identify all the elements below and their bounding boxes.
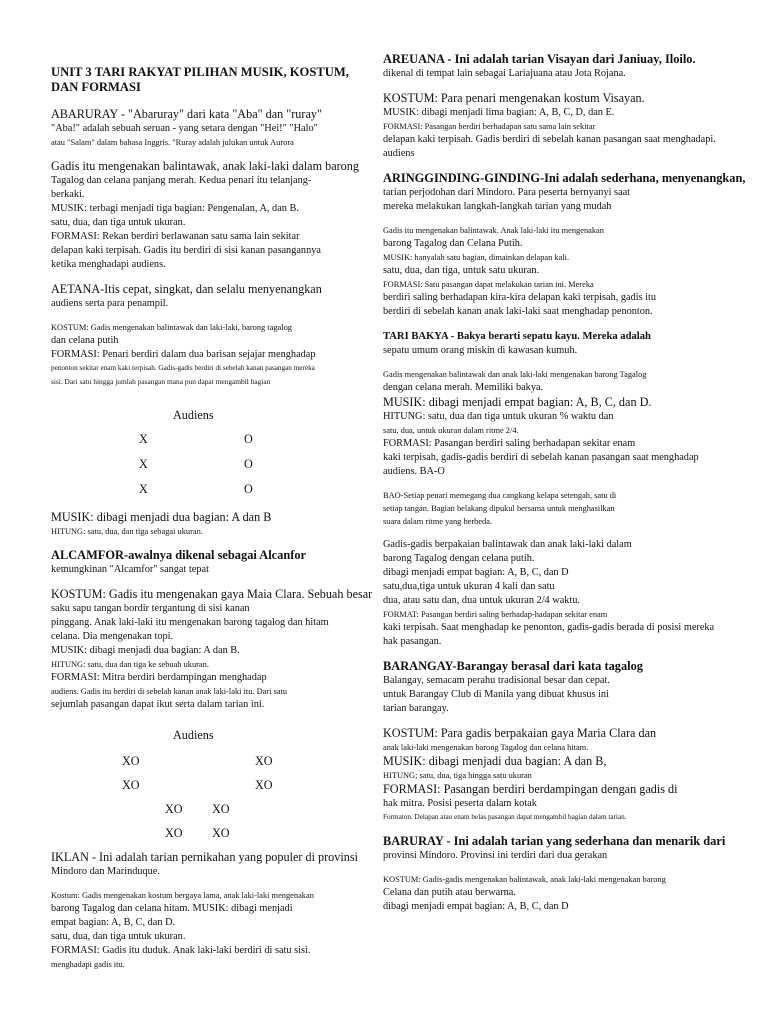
text-line: HITUNG; satu, dua, tiga hingga satu ukuran — [383, 771, 532, 780]
diagram-mark: O — [244, 482, 253, 497]
bao-intro — [383, 489, 765, 528]
areuana-body — [383, 91, 765, 161]
aetana-music — [51, 510, 369, 538]
text-line: MUSIK: dibagi menjadi dua bagian: A dan B. — [51, 645, 240, 657]
text-line: KOSTUM: Gadis-gadis mengenakan balintawak, anak laki-laki mengenakan barong — [383, 875, 666, 884]
text-line: dengan celana merah. Memiliki bakya. — [383, 382, 544, 393]
bakya-body — [383, 368, 765, 479]
text-line: saku sapu tangan bordir tergantung di sisi kanan — [51, 603, 250, 615]
text-line: barong Tagalog dan celana hitam. MUSIK: dibagi menjadi — [51, 903, 293, 915]
text-line: Gadis mengenakan balintawak dan anak laki-laki mengenakan barong Tagalog — [383, 370, 647, 379]
aetana-body — [51, 321, 369, 388]
text-line: KOSTUM: Gadis mengenakan balintawak dan laki-laki, barong tagalog — [51, 323, 292, 333]
text-line: tarian barangay. — [383, 703, 449, 714]
text-line: sepatu umum orang miskin di kawasan kumuh. — [383, 345, 578, 356]
abaruray-body — [51, 159, 369, 272]
text-line: KOSTUM: Para gadis berpakaian gaya Maria Clara dan — [383, 726, 657, 740]
text-line: satu, dua, untuk ukuran dalam ritme 2/4. — [383, 426, 519, 435]
baruray-body — [383, 873, 765, 914]
alcamfor-intro — [51, 548, 369, 577]
alcamfor-body — [51, 587, 373, 712]
baruray-intro — [383, 834, 765, 863]
text-line: kaki terpisah. Saat menghadap ke penonton, gadis-gadis berada di posisi mereka — [383, 622, 715, 633]
text-line: penonton sekitar enam kaki terpisah. Gadis-gadis berdiri di sebelah kanan pasangan mereka — [51, 364, 315, 373]
barangay-intro — [383, 659, 765, 716]
text-line: MUSIK: dibagi menjadi dua bagian: A dan B — [51, 510, 272, 525]
text-line: kemungkinan "Alcamfor" sangat tepat — [51, 564, 209, 576]
text-line: MUSIK: dibagi menjadi dua bagian: A dan B, — [383, 754, 607, 768]
areuana-heading: AREUANA - Ini adalah tarian Visayan dari Janiuay, Iloilo. — [383, 52, 696, 66]
text-line: satu,dua,tiga untuk ukuran 4 kali dan satu — [383, 581, 555, 592]
formation-diagram-1 — [51, 398, 369, 497]
diagram-mark: XO — [212, 802, 230, 817]
text-line: FORMASI: Pasangan berdiri berdampingan dengan gadis di — [383, 782, 678, 796]
text-line: provinsi Mindoro. Provinsi ini terdiri dari dua gerakan — [383, 850, 608, 861]
text-line: dibagi menjadi empat bagian: A, B, C, dan D — [383, 901, 569, 912]
text-line: KOSTUM: Para penari mengenakan kostum Visayan. — [383, 91, 645, 105]
text-line: FORMAT: Pasangan berdiri saling berhadap-hadapan sekitar enam — [383, 610, 608, 619]
text-line: FORMASI: Satu pasangan dapat melakukan tarian ini. Mereka — [383, 280, 594, 289]
text-line: MUSIK: dibagi menjadi empat bagian: A, B, C, dan D. — [383, 395, 652, 409]
bao-body — [383, 538, 765, 649]
diagram-mark: X — [139, 432, 148, 447]
text-line: FORMASI: Penari berdiri dalam dua barisan sejajar menghadap — [51, 349, 316, 361]
text-line: Celana dan putih atau berwarna. — [383, 887, 516, 898]
diagram-mark: XO — [255, 778, 273, 793]
diagram-label: Audiens — [173, 728, 214, 743]
text-line: MUSIK: hanyalah satu bagian, dimainkan delapan kali. — [383, 253, 570, 262]
text-line: berdiri saling berhadapan kira-kira delapan kaki terpisah, gadis itu — [383, 292, 657, 303]
abaruray-intro — [51, 107, 369, 149]
text-line: satu, dua, dan tiga untuk ukuran. — [51, 931, 186, 943]
text-line: AETANA-Itis cepat, singkat, dan selalu menyenangkan — [51, 282, 322, 297]
text-line: pinggang. Anak laki-laki itu mengenakan barong tagalog dan hitam — [51, 617, 329, 629]
text-line: tarian perjodohan dari Mindoro. Para peserta bernyanyi saat — [383, 187, 631, 198]
left-column — [51, 52, 373, 981]
diagram-mark: O — [244, 457, 253, 472]
text-line: dua, atau satu dan, dua untuk ukuran 2/4 waktu. — [383, 595, 581, 606]
text-line: suara dalam ritme yang berbeda. — [383, 517, 493, 526]
text-line: HITUNG: satu, dua dan tiga ke sebuah ukuran. — [51, 660, 209, 670]
text-line: KOSTUM: Gadis itu mengenakan gaya Maia Clara. Sebuah besar — [51, 587, 373, 602]
diagram-mark: XO — [255, 754, 273, 769]
text-line: audiens. BA-O — [383, 466, 445, 477]
aringginding-heading: ARINGGINDING-GINDING-Ini adalah sederhana, menyenangkan, — [383, 171, 746, 185]
text-line: empat bagian: A, B, C, dan D. — [51, 917, 176, 929]
diagram-label: Audiens — [173, 408, 214, 423]
text-line: Mindoro dan Marinduque. — [51, 866, 160, 878]
text-line: dibagi menjadi empat bagian: A, B, C, dan D — [383, 567, 569, 578]
barangay-body — [383, 726, 765, 824]
diagram-mark: XO — [165, 802, 183, 817]
alcamfor-heading: ALCAMFOR-awalnya dikenal sebagai Alcanfor — [51, 548, 307, 563]
abaruray-line-3: atau "Salam" dalam bahasa Inggris. "Ruray adalah julukan untuk Aurora — [51, 138, 294, 148]
text-line: IKLAN - Ini adalah tarian pernikahan yang populer di provinsi — [51, 850, 358, 865]
text-line: Balangay, semacam perahu tradisional besar dan cepat. — [383, 675, 610, 686]
areuana-intro — [383, 52, 765, 81]
iklan-body — [51, 889, 369, 971]
diagram-mark: X — [139, 457, 148, 472]
text-line: satu, dua, dan tiga, untuk satu ukuran. — [383, 265, 540, 276]
text-line: FORMASI: Rekan berdiri berlawanan satu sama lain sekitar — [51, 231, 300, 243]
text-line: HITUNG: satu, dua, dan tiga sebagai ukuran. — [51, 527, 203, 537]
text-line: dan celana putih — [51, 335, 119, 347]
text-line: FORMASI: Gadis itu duduk. Anak laki-laki berdiri di satu sisi. — [51, 945, 311, 957]
text-line: celana. Dia mengenakan topi. — [51, 631, 174, 643]
text-line: setiap tangan. Bagian belakang dipukul bersama untuk menghasilkan — [383, 504, 615, 513]
text-line: MUSIK: dibagi menjadi lima bagian: A, B, C, D, dan E. — [383, 107, 615, 118]
text-line: audiens — [383, 148, 415, 159]
text-line: Gadis-gadis berpakaian balintawak dan anak laki-laki dalam — [383, 539, 632, 550]
text-line: Gadis itu mengenakan balintawak. Anak laki-laki itu mengenakan — [383, 226, 604, 235]
text-line: Gadis itu mengenakan balintawak, anak laki-laki dalam barong — [51, 159, 359, 174]
text-line: delapan kaki terpisah. Gadis berdiri di sebelah kanan pasangan saat menghadapi. — [383, 134, 716, 145]
text-line: Formaton. Delapan atau enam belas pasangan dapat mengambil bagian dalam tarian. — [383, 813, 627, 821]
aetana-intro — [51, 282, 369, 311]
unit-title: UNIT 3 TARI RAKYAT PILIHAN MUSIK, KOSTUM, DAN FORMASI — [51, 64, 349, 94]
text-line: berkaki. — [51, 189, 85, 201]
text-line: delapan kaki terpisah. Gadis itu berdiri di sisi kanan pasangannya — [51, 245, 321, 257]
baruray-heading: BARURAY - Ini adalah tarian yang sederhana dan menarik dari — [383, 834, 726, 848]
text-line: FORMASI: Mitra berdiri berdampingan menghadap — [51, 672, 267, 684]
text-line: menghadapi gadis itu. — [51, 960, 125, 970]
text-line: anak laki-laki mengenakan barong Tagalog dan celana hitam. — [383, 743, 589, 752]
text-line: ketika menghadapi audiens. — [51, 259, 166, 271]
barangay-heading: BARANGAY-Barangay berasal dari kata tagalog — [383, 659, 643, 673]
text-line: FORMASI: Pasangan berdiri berhadapan satu sama lain sekitar — [383, 122, 596, 131]
diagram-mark: XO — [212, 826, 230, 841]
text-line: MUSIK: terbagi menjadi tiga bagian: Pengenalan, A, dan B. — [51, 203, 299, 215]
text-line: HITUNG: satu, dua dan tiga untuk ukuran % waktu dan — [383, 411, 614, 422]
text-line: hak mitra. Posisi peserta dalam kotak — [383, 798, 537, 809]
text-line: sejumlah pasangan dapat ikut serta dalam tarian ini. — [51, 699, 265, 711]
right-column — [383, 52, 765, 924]
aringginding-body — [383, 224, 765, 319]
text-line: untuk Barangay Club di Manila yang dibuat khusus ini — [383, 689, 609, 700]
formation-diagram-2 — [51, 722, 369, 840]
text-line: sisi. Dari satu hingga jumlah pasangan mana pun dapat mengambil bagian — [51, 377, 271, 387]
text-line: satu, dua, dan tiga untuk ukuran. — [51, 217, 186, 229]
text-line: Kostum: Gadis mengenakan kostum bergaya lama, anak laki-laki mengenakan — [51, 891, 314, 901]
text-line: dikenal di tempat lain sebagai Lariajuana atau Jota Rojana. — [383, 68, 626, 79]
diagram-mark: O — [244, 432, 253, 447]
diagram-mark: XO — [122, 754, 140, 769]
text-line: barong Tagalog dan Celana Putih. — [383, 238, 523, 249]
text-line: Tagalog dan celana panjang merah. Kedua penari itu telanjang- — [51, 175, 312, 187]
bakya-heading: TARI BAKYA - Bakya berarti sepatu kayu. Mereka adalah — [383, 331, 651, 342]
text-line: barong Tagalog dengan celana putih. — [383, 553, 535, 564]
text-line: BAO-Setiap penari memegang dua cangkang kelapa setengah, satu di — [383, 491, 617, 500]
text-line: audiens serta para penampil. — [51, 298, 169, 310]
text-line: hak pasangan. — [383, 636, 442, 647]
text-line: mereka melakukan langkah-langkah tarian yang mudah — [383, 201, 612, 212]
diagram-mark: XO — [165, 826, 183, 841]
bakya-intro — [383, 329, 765, 358]
text-line: berdiri di sebelah kanan anak laki-laki saat menghadap penonton. — [383, 306, 653, 317]
abaruray-line-2: "Aba!" adalah sebuah seruan - yang setara dengan "Hei!" "Halo" — [51, 123, 318, 135]
aringginding-intro — [383, 171, 765, 214]
diagram-mark: XO — [122, 778, 140, 793]
abaruray-line-1: ABARURAY - "Abaruray" dari kata "Aba" dan "ruray" — [51, 107, 322, 122]
diagram-mark: X — [139, 482, 148, 497]
text-line: kaki terpisah, gadis-gadis berdiri di sebelah kanan pasangan saat menghadap — [383, 452, 699, 463]
text-line: FORMASI: Pasangan berdiri saling berhadapan sekitar enam — [383, 438, 636, 449]
text-line: audiens. Gadis itu berdiri di sebelah kanan anak laki-laki itu. Dari satu — [51, 687, 288, 697]
iklan-intro — [51, 850, 369, 879]
